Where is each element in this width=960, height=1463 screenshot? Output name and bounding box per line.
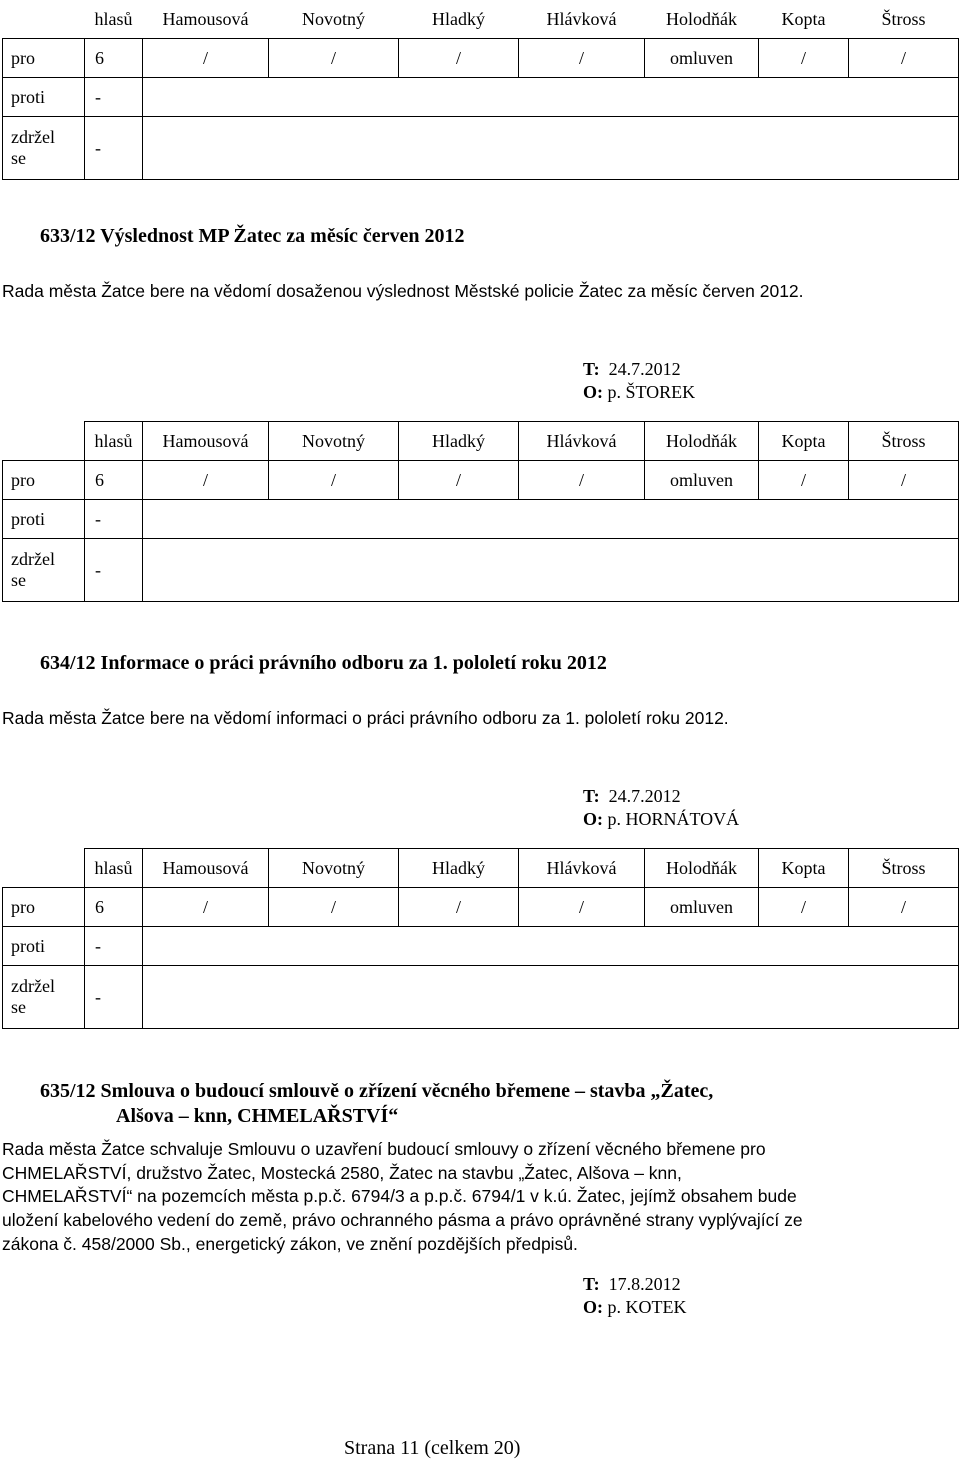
cell-pro-novotny: / bbox=[269, 888, 399, 927]
header-novotny: Novotný bbox=[269, 0, 399, 39]
vote-table-1 bbox=[2, 0, 959, 180]
cell-proti-merged bbox=[143, 500, 959, 539]
cell-pro-hlasu: 6 bbox=[85, 888, 143, 927]
header-hladky: Hladký bbox=[399, 422, 519, 461]
cell-pro-kopta: / bbox=[759, 39, 849, 78]
cell-pro-hamousova: / bbox=[143, 888, 269, 927]
header-hlasu: hlasů bbox=[85, 422, 143, 461]
row-label-pro: pro bbox=[3, 39, 85, 78]
header-kopta: Kopta bbox=[759, 422, 849, 461]
cell-pro-holodnak: omluven bbox=[645, 888, 759, 927]
row-label-proti: proti bbox=[3, 927, 85, 966]
resolution-633-text: Rada města Žatce bere na vědomí dosaženou výslednost Městské policie Žatec za měsíc červen 2012. bbox=[2, 281, 804, 301]
resolution-635-heading-line2: Alšova – knn, CHMELAŘSTVÍ“ bbox=[116, 1105, 399, 1127]
row-label-proti: proti bbox=[3, 500, 85, 539]
cell-proti-merged bbox=[143, 78, 959, 117]
header-hladky: Hladký bbox=[399, 849, 519, 888]
resolution-633-owner: O: p. ŠTOREK bbox=[583, 382, 696, 402]
cell-pro-holodnak: omluven bbox=[645, 39, 759, 78]
header-hlavkova: Hlávková bbox=[519, 422, 645, 461]
cell-pro-novotny: / bbox=[269, 39, 399, 78]
header-hlavkova: Hlávková bbox=[519, 0, 645, 39]
resolution-635-term: T: 17.8.2012 bbox=[583, 1274, 681, 1294]
header-hamousova: Hamousová bbox=[143, 849, 269, 888]
resolution-635-text-line2: CHMELAŘSTVÍ, družstvo Žatec, Mostecká 2580, Žatec na stavbu „Žatec, Alšova – knn, bbox=[2, 1163, 682, 1183]
cell-pro-hamousova: / bbox=[143, 461, 269, 500]
header-kopta: Kopta bbox=[759, 849, 849, 888]
header-hamousova: Hamousová bbox=[143, 0, 269, 39]
resolution-635-text-line1: Rada města Žatce schvaluje Smlouvu o uzavření budoucí smlouvy o zřízení věcného břemene pro bbox=[2, 1139, 766, 1159]
header-blank bbox=[3, 0, 85, 39]
cell-pro-hladky: / bbox=[399, 888, 519, 927]
cell-proti-merged bbox=[143, 927, 959, 966]
header-kopta: Kopta bbox=[759, 0, 849, 39]
resolution-635-text-line3: CHMELAŘSTVÍ“ na pozemcích města p.p.č. 6794/3 a p.p.č. 6794/1 v k.ú. Žatec, jejímž obsahem bude bbox=[2, 1186, 797, 1206]
cell-zdrzel-hlasu: - bbox=[85, 966, 143, 1029]
resolution-634-owner: O: p. HORNÁTOVÁ bbox=[583, 809, 740, 829]
vote-table-2 bbox=[2, 421, 959, 602]
header-stross: Štross bbox=[849, 849, 959, 888]
cell-pro-hlavkova: / bbox=[519, 39, 645, 78]
header-hlavkova: Hlávková bbox=[519, 849, 645, 888]
cell-proti-hlasu: - bbox=[85, 78, 143, 117]
header-blank bbox=[3, 849, 85, 888]
page-footer: Strana 11 (celkem 20) bbox=[344, 1437, 521, 1459]
resolution-635-text-line5: zákona č. 458/2000 Sb., energetický zákon, ve znění pozdějších předpisů. bbox=[2, 1234, 578, 1254]
header-hlasu: hlasů bbox=[85, 849, 143, 888]
resolution-633-term: T: 24.7.2012 bbox=[583, 359, 681, 379]
row-label-pro: pro bbox=[3, 461, 85, 500]
header-hladky: Hladký bbox=[399, 0, 519, 39]
header-novotny: Novotný bbox=[269, 849, 399, 888]
cell-pro-stross: / bbox=[849, 461, 959, 500]
cell-pro-hamousova: / bbox=[143, 39, 269, 78]
vote-table-3 bbox=[2, 848, 959, 1029]
resolution-635-text-line4: uložení kabelového vedení do země, právo ochranného pásma a právo oprávněné strany vyplývající ze bbox=[2, 1210, 803, 1230]
header-novotny: Novotný bbox=[269, 422, 399, 461]
row-label-zdrzel: zdržel se bbox=[3, 966, 85, 1029]
header-holodnak: Holodňák bbox=[645, 849, 759, 888]
cell-zdrzel-merged bbox=[143, 966, 959, 1029]
header-hamousova: Hamousová bbox=[143, 422, 269, 461]
resolution-635-heading-line1: 635/12 Smlouva o budoucí smlouvě o zřízení věcného břemene – stavba „Žatec, bbox=[40, 1080, 714, 1102]
cell-pro-novotny: / bbox=[269, 461, 399, 500]
cell-pro-stross: / bbox=[849, 888, 959, 927]
resolution-634-term: T: 24.7.2012 bbox=[583, 786, 681, 806]
cell-pro-kopta: / bbox=[759, 461, 849, 500]
resolution-635-owner: O: p. KOTEK bbox=[583, 1297, 687, 1317]
cell-pro-hladky: / bbox=[399, 39, 519, 78]
row-label-zdrzel: zdržel se bbox=[3, 117, 85, 180]
cell-zdrzel-hlasu: - bbox=[85, 117, 143, 180]
row-label-proti: proti bbox=[3, 78, 85, 117]
header-stross: Štross bbox=[849, 0, 959, 39]
cell-zdrzel-merged bbox=[143, 117, 959, 180]
cell-pro-hlasu: 6 bbox=[85, 461, 143, 500]
resolution-634-text: Rada města Žatce bere na vědomí informaci o práci právního odboru za 1. pololetí roku 2012. bbox=[2, 708, 729, 728]
header-stross: Štross bbox=[849, 422, 959, 461]
row-label-pro: pro bbox=[3, 888, 85, 927]
cell-pro-hlasu: 6 bbox=[85, 39, 143, 78]
cell-zdrzel-hlasu: - bbox=[85, 539, 143, 602]
cell-pro-stross: / bbox=[849, 39, 959, 78]
header-blank bbox=[3, 422, 85, 461]
cell-proti-hlasu: - bbox=[85, 927, 143, 966]
cell-pro-hlavkova: / bbox=[519, 888, 645, 927]
cell-pro-kopta: / bbox=[759, 888, 849, 927]
cell-zdrzel-merged bbox=[143, 539, 959, 602]
cell-pro-holodnak: omluven bbox=[645, 461, 759, 500]
header-holodnak: Holodňák bbox=[645, 422, 759, 461]
header-hlasu: hlasů bbox=[85, 0, 143, 39]
row-label-zdrzel: zdržel se bbox=[3, 539, 85, 602]
cell-proti-hlasu: - bbox=[85, 500, 143, 539]
header-holodnak: Holodňák bbox=[645, 0, 759, 39]
resolution-633-heading: 633/12 Výslednost MP Žatec za měsíc červen 2012 bbox=[40, 225, 465, 247]
cell-pro-hlavkova: / bbox=[519, 461, 645, 500]
cell-pro-hladky: / bbox=[399, 461, 519, 500]
resolution-634-heading: 634/12 Informace o práci právního odboru za 1. pololetí roku 2012 bbox=[40, 652, 607, 674]
